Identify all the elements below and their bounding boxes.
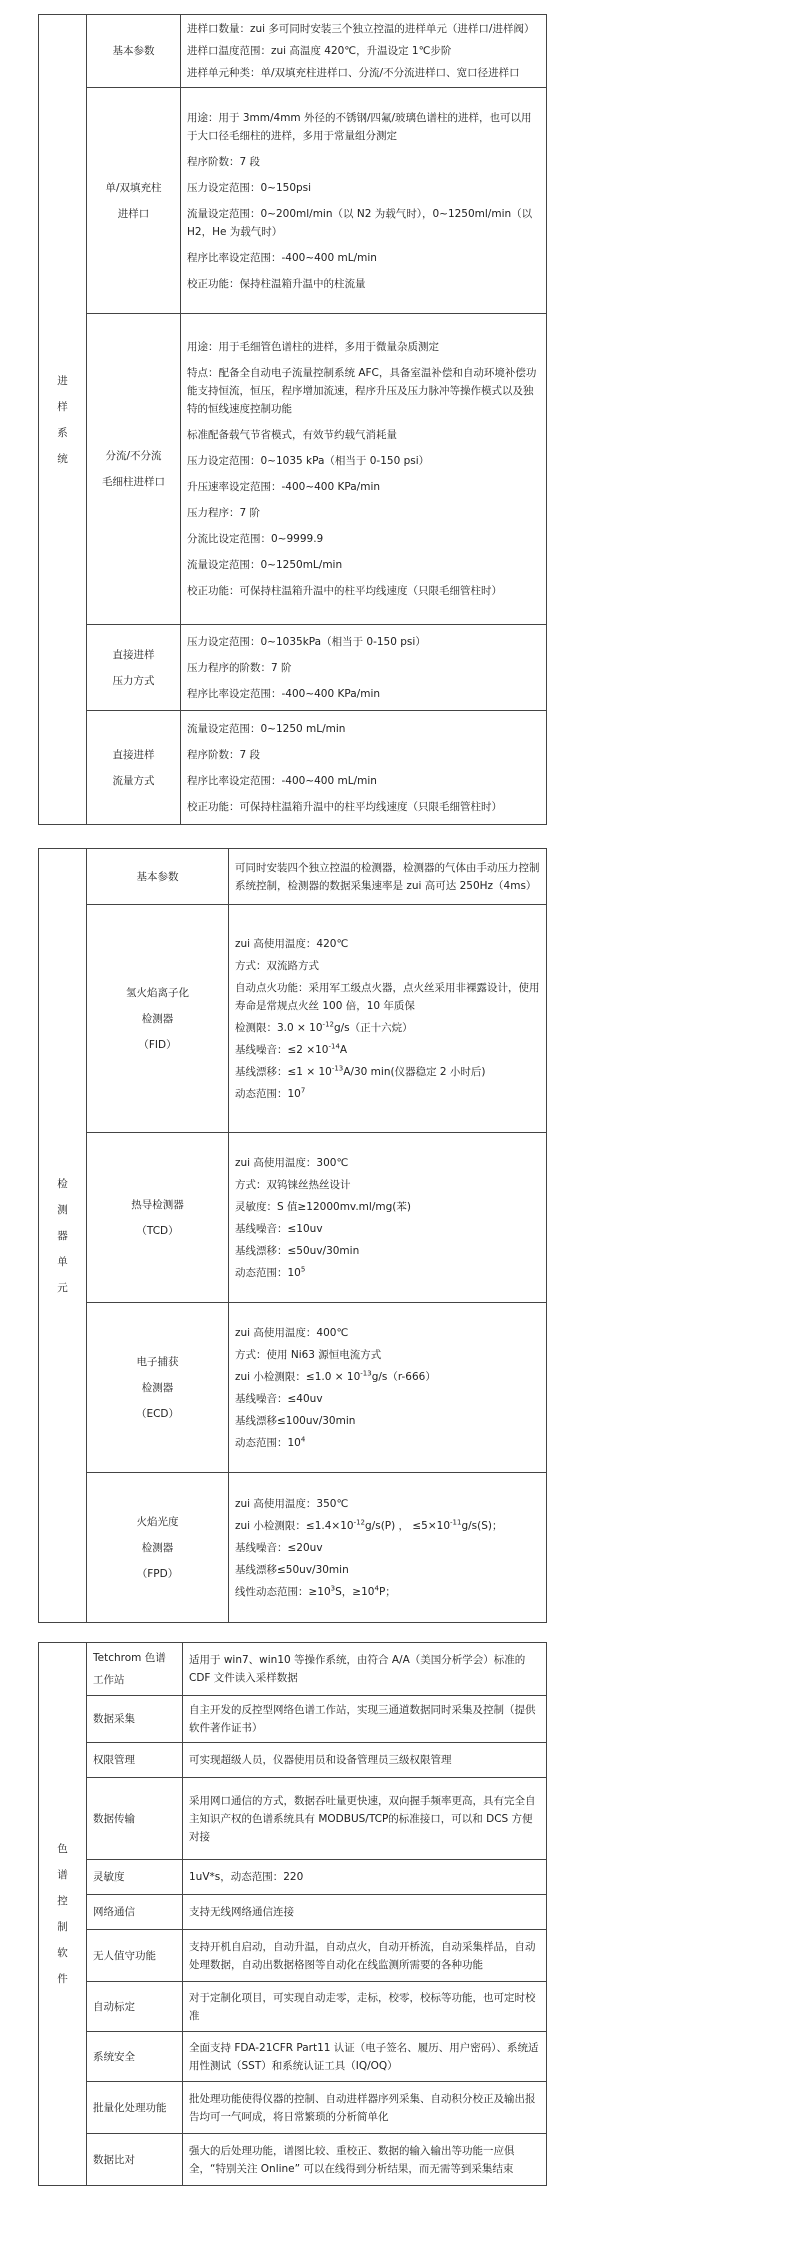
row-label: 系统安全 bbox=[87, 2032, 183, 2082]
row-label: Tetchrom 色谱 工作站 bbox=[87, 1643, 183, 1696]
row-detail: 用途：用于 3mm/4mm 外径的不锈钢/四氟/玻璃色谱柱的进样，也可以用于大口径毛细柱的进样，多用于常量组分测定 程序阶数：7 段 压力设定范围：0~150psi 流量设定范围：0~200ml/min（以 N2 为载气时），0~1250ml/min（以 H2，He 为载气时） 程序比率设定范围：-400~400 mL/min 校正功能：保持柱温箱升温中的柱流量 bbox=[181, 88, 547, 314]
row-detail: 1uV*s，动态范围：220 bbox=[183, 1860, 547, 1895]
row-label: 无人值守功能 bbox=[87, 1930, 183, 1982]
row-detail: 自主开发的反控型网络色谱工作站，实现三通道数据同时采集及控制（提供软件著作证书） bbox=[183, 1696, 547, 1743]
row-label: 热导检测器 （TCD） bbox=[87, 1133, 229, 1303]
row-detail: 适用于 win7、win10 等操作系统，由符合 A/A（美国分析学会）标准的 CDF 文件读入采样数据 bbox=[183, 1643, 547, 1696]
detector-unit-table bbox=[38, 848, 547, 1623]
row-detail: 支持开机自启动，自动升温，自动点火，自动开桥流，自动采集样品，自动处理数据，自动出数据格图等自动化在线监测所需要的各种功能 bbox=[183, 1930, 547, 1982]
row-detail: 可实现超级人员，仪器使用员和设备管理员三级权限管理 bbox=[183, 1743, 547, 1778]
section-category: 检测器单元 bbox=[39, 849, 87, 1623]
row-detail: 可同时安装四个独立控温的检测器，检测器的气体由手动压力控制系统控制，检测器的数据采集速率是 zui 高可达 250Hz（4ms） bbox=[229, 849, 547, 905]
row-label: 数据采集 bbox=[87, 1696, 183, 1743]
row-detail: 采用网口通信的方式，数据吞吐量更快速，双向握手频率更高，具有完全自主知识产权的色谱系统具有 MODBUS/TCP的标准接口，可以和 DCS 方便对接 bbox=[183, 1778, 547, 1860]
row-label: 直接进样 流量方式 bbox=[87, 711, 181, 825]
row-label: 自动标定 bbox=[87, 1982, 183, 2032]
row-detail: 用途：用于毛细管色谱柱的进样，多用于微量杂质测定 特点：配备全自动电子流量控制系统 AFC，具备室温补偿和自动环境补偿功能支持恒流，恒压，程序增加流速，程序升压及压力脉冲等操作模式以及独特的恒线速度控制功能 标准配备载气节省模式，有效节约载气消耗量 压力设定范围：0~1035 kPa（相当于 0-150 psi） 升压速率设定范围：-400~400 KPa/min 压力程序：7 阶 分流比设定范围：0~9999.9 流量设定范围：0~1250mL/min 校正功能：可保持柱温箱升温中的柱平均线速度（只限毛细管柱时） bbox=[181, 314, 547, 625]
row-detail: 强大的后处理功能，谱图比较、重校正、数据的输入输出等功能一应俱全，“特别关注 Online” 可以在线得到分析结果，而无需等到采集结束 bbox=[183, 2134, 547, 2186]
chromatography-software-table bbox=[38, 1642, 547, 2186]
row-label: 权限管理 bbox=[87, 1743, 183, 1778]
row-detail: zui 高使用温度：420℃ 方式：双流路方式 自动点火功能：采用军工级点火器，点火丝采用非裸露设计，使用寿命是常规点火丝 100 倍，10 年质保 检测限：$3.0 \times 10^{-12}g/s$（正十六烷） 基线噪音：$\le 2 \times 10^{-14}A$ 基线漂移：$\le 1 \times 10^{-13}A/30$ min(仪器稳定 2 小时后) 动态范围：$10^7$ bbox=[229, 905, 547, 1133]
row-detail: zui 高使用温度：350℃ zui 小检测限：$\le 1.4\times 10^{-12}g/s(P)$ ， $\le 5\times 10^{-11}g/s(S)$； 基线噪音：≤20uv 基线漂移≤50uv/30min 线性动态范围：$\ge 10^3S$，$\ge 10^4P$； bbox=[229, 1473, 547, 1623]
row-detail: 对于定制化项目，可实现自动走零，走标，校零，校标等功能，也可定时校准 bbox=[183, 1982, 547, 2032]
row-detail: 进样口数量：zui 多可同时安装三个独立控温的进样单元（进样口/进样阀） 进样口温度范围：zui 高温度 420℃，升温设定 1℃步阶 进样单元种类：单/双填充柱进样口、分流/不分流进样口、宽口径进样口 bbox=[181, 15, 547, 88]
row-detail: 压力设定范围：0~1035kPa（相当于 0-150 psi） 压力程序的阶数：7 阶 程序比率设定范围：-400~400 KPa/min bbox=[181, 625, 547, 711]
section-category: 色谱控制软件 bbox=[39, 1643, 87, 2186]
row-label: 单/双填充柱 进样口 bbox=[87, 88, 181, 314]
row-label: 基本参数 bbox=[87, 849, 229, 905]
row-detail: 全面支持 FDA-21CFR Part11 认证（电子签名、履历、用户密码）、系统适用性测试（SST）和系统认证工具（IQ/OQ） bbox=[183, 2032, 547, 2082]
row-detail: 支持无线网络通信连接 bbox=[183, 1895, 547, 1930]
row-detail: 批处理功能使得仪器的控制、自动进样器序列采集、自动积分校正及输出报告均可一气呵成，将日常繁琐的分析简单化 bbox=[183, 2082, 547, 2134]
row-label: 数据比对 bbox=[87, 2134, 183, 2186]
row-label: 批量化处理功能 bbox=[87, 2082, 183, 2134]
section-category: 进样系统 bbox=[39, 15, 87, 825]
row-label: 灵敏度 bbox=[87, 1860, 183, 1895]
injection-system-table bbox=[38, 14, 547, 825]
row-label: 氢火焰离子化 检测器 （FID） bbox=[87, 905, 229, 1133]
row-label: 数据传输 bbox=[87, 1778, 183, 1860]
row-label: 电子捕获 检测器 （ECD） bbox=[87, 1303, 229, 1473]
row-label: 分流/不分流 毛细柱进样口 bbox=[87, 314, 181, 625]
row-detail: zui 高使用温度：400℃ 方式：使用 Ni63 源恒电流方式 zui 小检测限：$\le 1.0 \times 10^{-13}g/s(r-666)$ 基线噪音：≤40uv 基线漂移≤100uv/30min 动态范围：$10^4$ bbox=[229, 1303, 547, 1473]
row-detail: 流量设定范围：0~1250 mL/min 程序阶数：7 段 程序比率设定范围：-400~400 mL/min 校正功能：可保持柱温箱升温中的柱平均线速度（只限毛细管柱时） bbox=[181, 711, 547, 825]
row-label: 基本参数 bbox=[87, 15, 181, 88]
row-label: 火焰光度 检测器 （FPD） bbox=[87, 1473, 229, 1623]
row-label: 直接进样 压力方式 bbox=[87, 625, 181, 711]
row-label: 网络通信 bbox=[87, 1895, 183, 1930]
row-detail: zui 高使用温度：300℃ 方式：双钨铼丝热丝设计 灵敏度：S 值≥12000mv.ml/mg(苯) 基线噪音：≤10uv 基线漂移：≤50uv/30min 动态范围：$10^5$ bbox=[229, 1133, 547, 1303]
